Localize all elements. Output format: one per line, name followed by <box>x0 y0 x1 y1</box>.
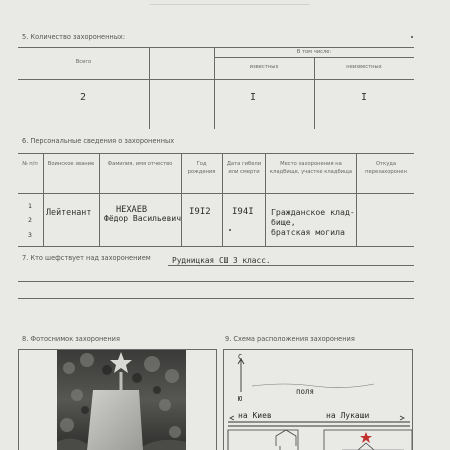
grave-photo <box>57 350 186 450</box>
s6-place-line-1: Гражданское клад- <box>271 207 355 217</box>
s6-birth-year-value: I9I2 <box>189 207 211 217</box>
s5-col-unknown: неизвестных <box>346 64 382 70</box>
s6-header-place: Место захоронения на кладбище, участке кладбища <box>269 161 353 175</box>
s6-row-number-3: 3 <box>28 231 32 239</box>
s6-divider-3 <box>181 153 182 246</box>
s6-place-line-2: бище, <box>271 217 296 227</box>
section9-title: 9. Схема расположения захоронения <box>225 335 355 343</box>
s5-value-unknown: I <box>361 92 368 103</box>
section6-title: 6. Персональные сведения о захороненных <box>22 137 175 145</box>
s6-bottom-rule <box>18 246 414 247</box>
s7-rule-1 <box>168 265 414 266</box>
s8-frame-right <box>216 349 217 450</box>
s6-top-rule <box>18 153 414 154</box>
s6-rank-value: Лейтенант <box>46 207 92 217</box>
s6-place-line-3: братская могила <box>271 227 345 237</box>
s6-given-name-value: Фёдор Васильевич <box>104 214 182 223</box>
s6-header-reburial: Откуда перезахоронен <box>365 161 407 175</box>
field-label: поля <box>296 387 315 396</box>
s5-divider-1 <box>149 47 150 129</box>
burial-location-star-icon <box>360 432 372 443</box>
s5-value-all: 2 <box>80 92 87 103</box>
s6-divider-4 <box>222 153 223 246</box>
s6-divider-2 <box>99 153 100 246</box>
s8-frame-left <box>18 349 19 450</box>
house-icon <box>276 430 296 446</box>
s9-frame-right <box>412 349 413 450</box>
section7-title: 7. Кто шефствует над захоронением <box>22 254 151 262</box>
s5-col-all: Всего <box>75 59 92 65</box>
road-to-lukashi-label: на Лукаши <box>326 411 370 420</box>
arrow-left-icon <box>230 416 234 420</box>
s6-divider-1 <box>43 153 44 246</box>
arrow-right-icon <box>400 416 404 420</box>
margin-mark <box>411 36 413 38</box>
s6-divider-6 <box>356 153 357 246</box>
s5-header-rule <box>18 79 414 80</box>
road-to-kiev-label: на Киев <box>238 411 272 420</box>
monument-stone <box>87 390 143 450</box>
s6-death-year-value: I94I <box>232 207 254 217</box>
s6-header-name: Фамилия, имя отчество <box>107 161 173 167</box>
s6-header-death: Дата гибели или смерти <box>226 161 262 175</box>
s6-divider-5 <box>265 153 266 246</box>
s5-col-known: известных <box>249 64 279 70</box>
s7-patron-value: Рудницкая СШ 3 класс. <box>172 256 271 265</box>
section8-title: 8. Фотоснимок захоронения <box>22 335 120 343</box>
s6-header-num: № п/п <box>22 161 38 167</box>
section5-title: 5. Количество захороненных: <box>22 33 126 41</box>
location-sketch-map <box>224 350 412 450</box>
s6-header-rule <box>18 193 414 194</box>
s5-value-known: I <box>250 92 257 103</box>
s7-rule-3 <box>18 298 414 299</box>
s6-stray-mark <box>229 229 231 231</box>
s5-divider-2 <box>214 47 215 129</box>
top-faint-line <box>150 4 310 5</box>
s6-row-number-1: 1 <box>28 202 32 210</box>
settlement-block <box>228 430 298 450</box>
s6-surname-value: НЕХАЕВ <box>116 205 148 215</box>
s7-rule-2 <box>18 281 414 282</box>
s5-col-including: В том числе: <box>296 49 332 55</box>
compass-north-label: С <box>238 353 243 361</box>
s6-row-number-2: 2 <box>28 216 32 224</box>
s6-header-rank: Воинское звание <box>47 161 95 167</box>
s6-header-birth: Год рождения <box>187 161 216 175</box>
compass-south-label: Ю <box>238 395 243 403</box>
